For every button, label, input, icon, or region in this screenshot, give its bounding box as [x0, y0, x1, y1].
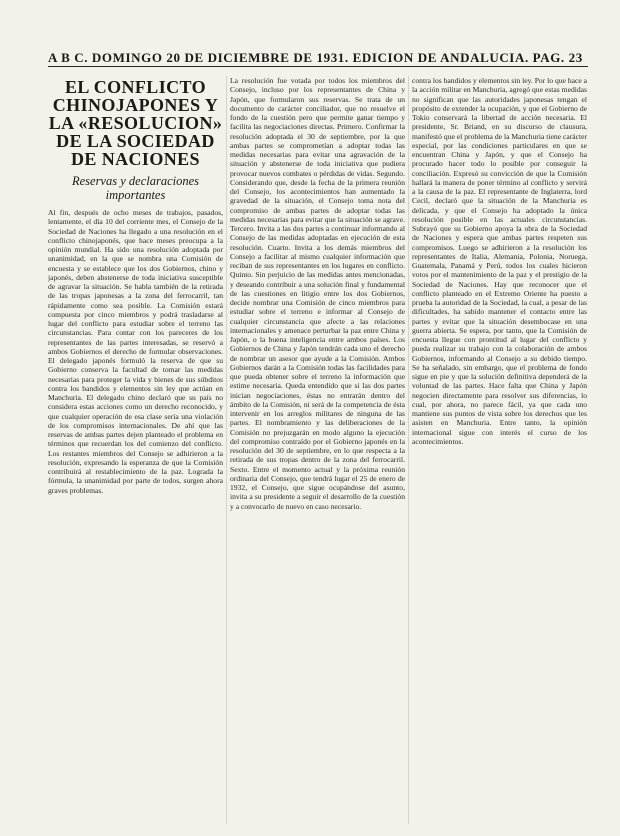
article-body-column-2: La resolución fue votada por todos los miembros del Consejo, incluso por los representantes de China y Japón, que formularon sus reservas. Se trata de un documento de carácter conciliador, que no resuelve el fondo de la cuestión pero que permite ganar tiempo y facilita las negociaciones directas. Primero. Confirmar la resolución adoptada el 30 de septiembre, por la que ambas partes se comprometían a adoptar todas las medidas necesarias para evitar una agravación de la situación y abstenerse de toda iniciativa que pudiera provocar nuevos combates o pérdidas de vidas. Segundo. Considerando que, desde la fecha de la primera reunión del Consejo, los acontecimientos han aumentado la gravedad de la situación, el Consejo toma nota del compromiso de ambas partes de adoptar todas las medidas necesarias para evitar que la situación se agrave. Tercero. Invita a las dos partes a continuar informando al Consejo de las medidas adoptadas en ejecución de esta resolución. Cuarto. Invita a los demás miembros del Consejo a facilitar al mismo cualquier información que reciban de sus representantes en los lugares en conflicto. Quinto. Sin perjuicio de las medidas antes mencionadas, y deseando contribuir a una solución final y fundamental de las cuestiones en litigio entre los dos Gobiernos, decide nombrar una Comisión de cinco miembros para estudiar sobre el terreno e informar al Consejo de cualquier circunstancia que afecte a las relaciones internacionales y amenace perturbar la paz entre China y Japón, o la buena inteligencia entre ambos países. Los Gobiernos de China y Japón tendrán cada uno el derecho de nombrar un asesor que ayude a la Comisión. Ambos Gobiernos darán a la Comisión todas las facilidades para que pueda obtener sobre el terreno la información que estime necesaria. Queda entendido que si las dos partes inician negociaciones, éstas no entrarán dentro del ámbito de la Comisión, ni será de la competencia de ésta intervenir en los arreglos militares de ninguna de las partes. El nombramiento y las deliberaciones de la Comisión no prejuzgarán en modo alguno la ejecución del compromiso contraído por el Gobierno japonés en la resolución del 30 de septiembre, en lo que respecta a la retirada de sus tropas dentro de la zona del ferrocarril. Sexto. Entre el momento actual y la próxima reunión ordinaria del Consejo, que tendrá lugar el 25 de enero de 1932, el Consejo, que sigue ocupándose del asunto, invita a su presidente a seguir el desarrollo de la cuestión y a convocarlo de nuevo en caso necesario. — [230, 76, 405, 511]
article-headline: EL CONFLICTO CHINOJAPONES Y LA «RESOLUCION» DE LA SOCIEDAD DE NACIONES — [48, 77, 223, 169]
column-1 — [48, 76, 223, 824]
column-divider — [408, 76, 409, 824]
column-3 — [412, 76, 587, 824]
column-divider — [226, 76, 227, 824]
article-body-column-3: contra los bandidos y elementos sin ley. Por lo que hace a la acción militar en Manchuria, agregó que estas medidas no significan que las autoridades japonesas tengan el propósito de extender la ocupación, y que el Gobierno de Tokio conservará la libertad de acción necesaria. El presidente, Sr. Briand, en su discurso de clausura, manifestó que el problema de la Manchuria tiene carácter especial, por las condiciones particulares en que se encuentran China y Japón, y que el Consejo ha procurado hacer todo lo posible por conseguir la conciliación. Expresó su convicción de que la Comisión hallará la manera de poner término al conflicto y servirá a la causa de la paz. El representante de Inglaterra, lord Cecil, declaró que la situación de la Manchuria es delicada, y que el Consejo ha adoptado la única resolución posible en las actuales circunstancias. Subrayó que su Gobierno apoya la obra de la Sociedad de Naciones y espera que ambas partes respeten sus compromisos. Luego se adhirieron a la resolución los representantes de Italia, Alemania, Polonia, Noruega, Guatemala, Panamá y Perú, todos los cuales hicieron votos por el mantenimiento de la paz y el prestigio de la Sociedad de Naciones. Hay que reconocer que el conflicto planteado en el Extremo Oriente ha puesto a prueba la autoridad de la Sociedad, la cual, a pesar de las dificultades, ha sabido mantener el contacto entre las partes y evitar que la situación desembocase en una guerra abierta. Se espera, por tanto, que la Comisión de encuesta llegue con prontitud al lugar del conflicto y pueda realizar su trabajo con la colaboración de ambos Gobiernos, informando al Consejo a su debido tiempo. Se ha señalado, sin embargo, que el problema de fondo sigue en pie y que la solución definitiva dependerá de la voluntad de las partes. Hace falta que China y Japón negocien directamente para resolver sus diferencias, lo cual, por ahora, no parece fácil, ya que cada uno mantiene sus puntos de vista sobre los derechos que les asisten en Manchuria. Entre tanto, la opinión internacional sigue con interés el curso de los acontecimientos. — [412, 76, 587, 446]
column-2 — [230, 76, 405, 824]
article-body-column-1: Al fin, después de ocho meses de trabajos, pasados, lentamente, el día 10 del corriente mes, el Consejo de la Sociedad de Naciones ha llegado a una resolución en el conflicto chinojaponés, que hace meses preocupa a la opinión mundial. Ha sido una resolución adoptada por unanimidad, en la que se nombra una Comisión de encuesta y se establece que los dos Gobiernos, chino y japonés, deben abstenerse de toda iniciativa susceptible de agravar la situación. Se habla también de la retirada de las tropas japonesas a la zona del ferrocarril, tan rápidamente como sea posible. La Comisión estará compuesta por cinco miembros y podrá trasladarse al lugar del conflicto para estudiar sobre el terreno las circunstancias. Para contar con los pareceres de los representantes de las partes interesadas, se reservó a ambos Gobiernos el derecho de formular observaciones. El delegado japonés formuló la reserva de que su Gobierno conserva la facultad de tomar las medidas necesarias para proteger la vida y bienes de sus súbditos contra los bandidos y elementos sin ley que actúan en Manchuria. El delegado chino declaró que su país no considera estas acciones como un derecho reconocido, y que cualquier operación de esa clase sería una violación de los compromisos internacionales. De ahí que las reservas de ambas partes dejen planteado el problema en términos que recuerdan los del comienzo del conflicto. Los restantes miembros del Consejo se adhirieron a la resolución, expresando la esperanza de que la Comisión contribuirá al restablecimiento de la paz. Lograda la fórmula, la unanimidad por parte de todos, surgen ahora graves problemas. — [48, 208, 223, 495]
page-header: A B C. DOMINGO 20 DE DICIEMBRE DE 1931. EDICION DE ANDALUCIA. PAG. 23 — [48, 50, 583, 65]
article-subheadline: Reservas y declaraciones importantes — [71, 174, 200, 202]
header-rule — [48, 66, 588, 67]
